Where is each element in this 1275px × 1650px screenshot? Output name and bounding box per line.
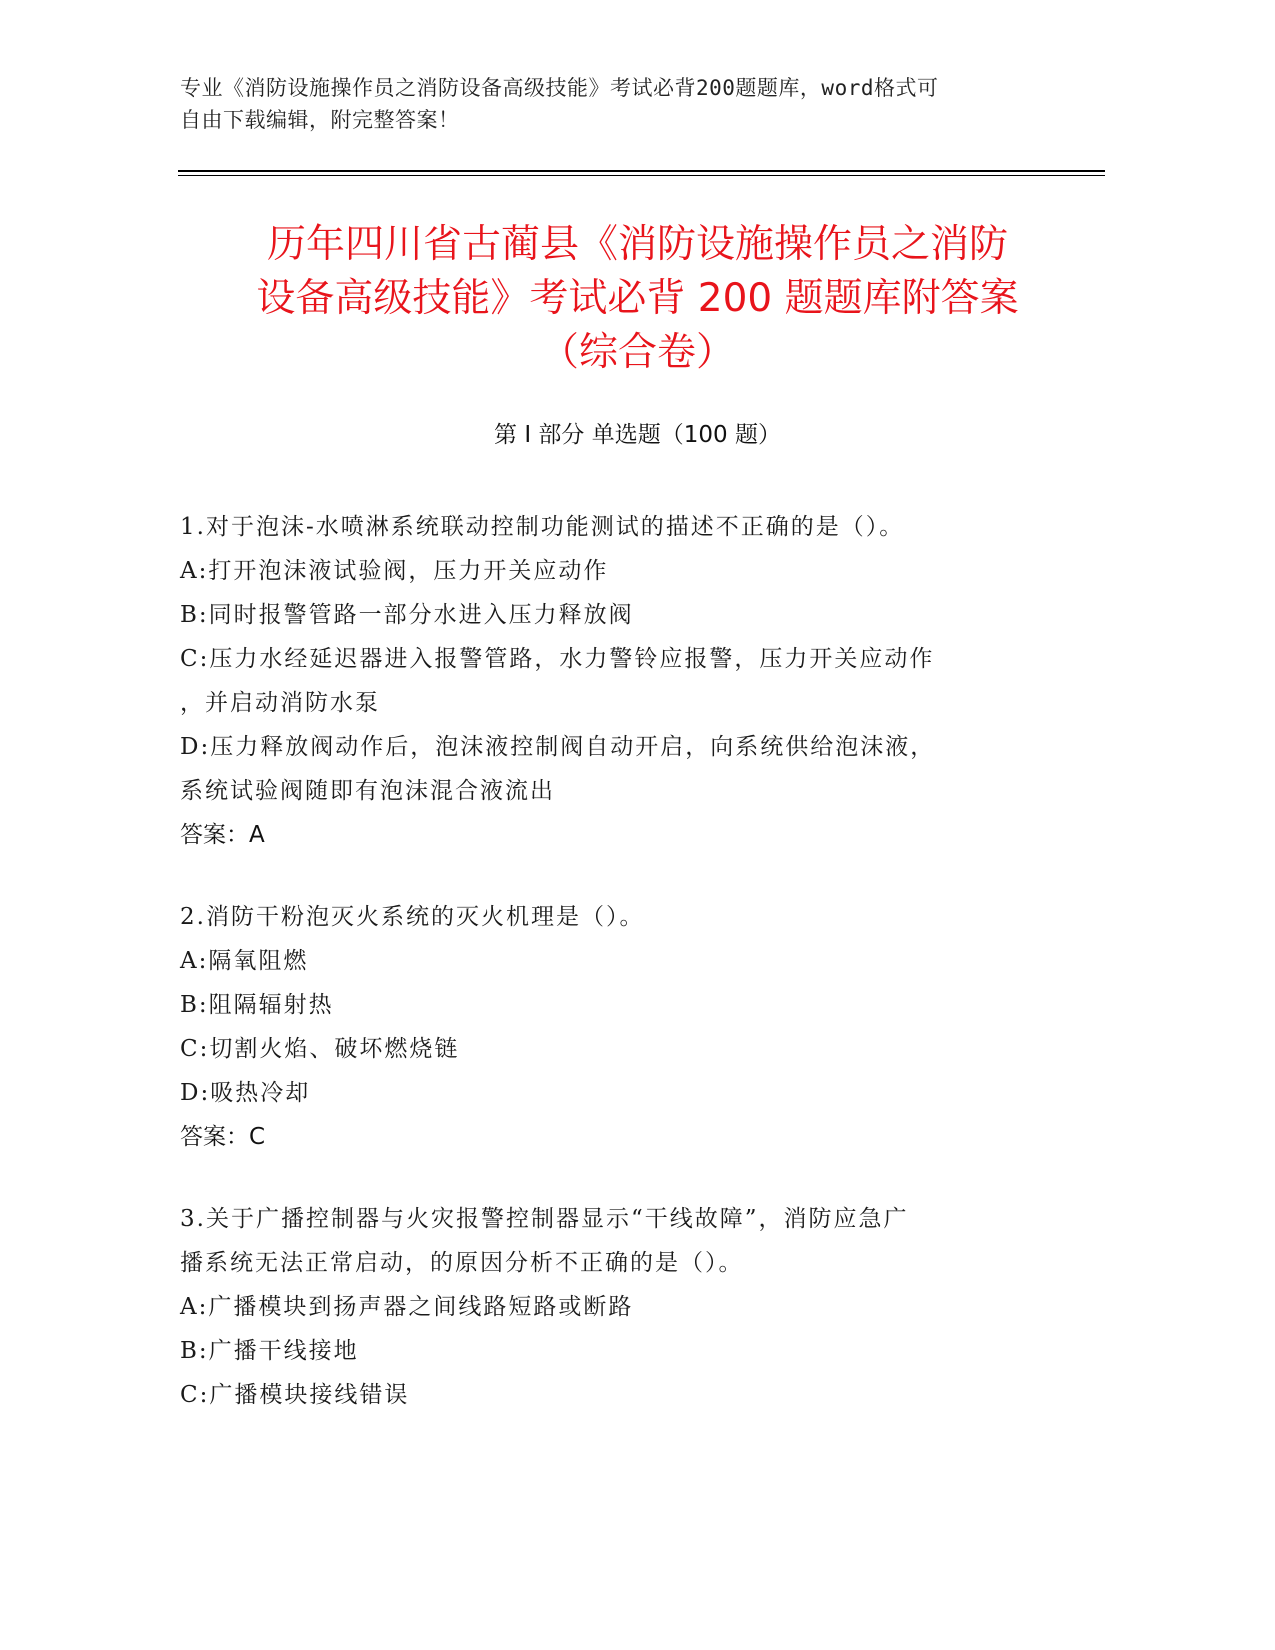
header-note-line-1: 专业《消防设施操作员之消防设备高级技能》考试必背200题题库，word格式可 (180, 76, 939, 100)
question-1-option-a: A:打开泡沫液试验阀，压力开关应动作 (180, 558, 609, 584)
question-3-option-c: C:广播模块接线错误 (180, 1382, 410, 1408)
question-1-option-d-cont: 系统试验阀随即有泡沫混合液流出 (180, 778, 555, 804)
question-2-stem: 2.消防干粉泡灭火系统的灭火机理是（）。 (180, 904, 645, 930)
question-2-option-d: D:吸热冷却 (180, 1080, 311, 1106)
title-line-2: 设备高级技能》考试必背 200 题题库附答案 (256, 276, 1019, 321)
question-2-answer: 答案：C (180, 1124, 266, 1150)
question-3 (180, 1197, 1080, 1417)
section-title: 第 I 部分 单选题（100 题） (494, 422, 781, 448)
header-rule-thin (178, 175, 1105, 176)
question-2 (180, 895, 1080, 1159)
question-1-stem: 1.对于泡沫-水喷淋系统联动控制功能测试的描述不正确的是（）。 (180, 514, 905, 540)
question-1-option-c-cont: ，并启动消防水泵 (180, 690, 380, 716)
question-2-option-b: B:阻隔辐射热 (180, 992, 334, 1018)
header-note-line-2: 自由下载编辑，附完整答案！ (180, 108, 460, 132)
question-1-answer: 答案：A (180, 822, 265, 848)
title-line-1: 历年四川省古蔺县《消防设施操作员之消防 (266, 222, 1008, 267)
question-3-stem: 3.关于广播控制器与火灾报警控制器显示“干线故障”，消防应急广 (180, 1206, 909, 1232)
header-rule-thick (178, 170, 1105, 172)
question-2-option-c: C:切割火焰、破坏燃烧链 (180, 1036, 460, 1062)
header-note (180, 72, 1060, 136)
title-line-3: （综合卷） (539, 330, 735, 375)
question-1-option-d: D:压力释放阀动作后，泡沫液控制阀自动开启，向系统供给泡沫液， (180, 734, 936, 760)
question-list (180, 505, 1080, 1455)
question-3-option-a: A:广播模块到扬声器之间线路短路或断路 (180, 1294, 634, 1320)
question-1 (180, 505, 1080, 857)
question-3-stem-cont: 播系统无法正常启动，的原因分析不正确的是（）。 (180, 1250, 744, 1276)
question-3-option-b: B:广播干线接地 (180, 1338, 359, 1364)
question-2-option-a: A:隔氧阻燃 (180, 948, 309, 974)
document-title (150, 218, 1125, 380)
question-1-option-c: C:压力水经延迟器进入报警管路，水力警铃应报警，压力开关应动作 (180, 646, 935, 672)
question-1-option-b: B:同时报警管路一部分水进入压力释放阀 (180, 602, 634, 628)
